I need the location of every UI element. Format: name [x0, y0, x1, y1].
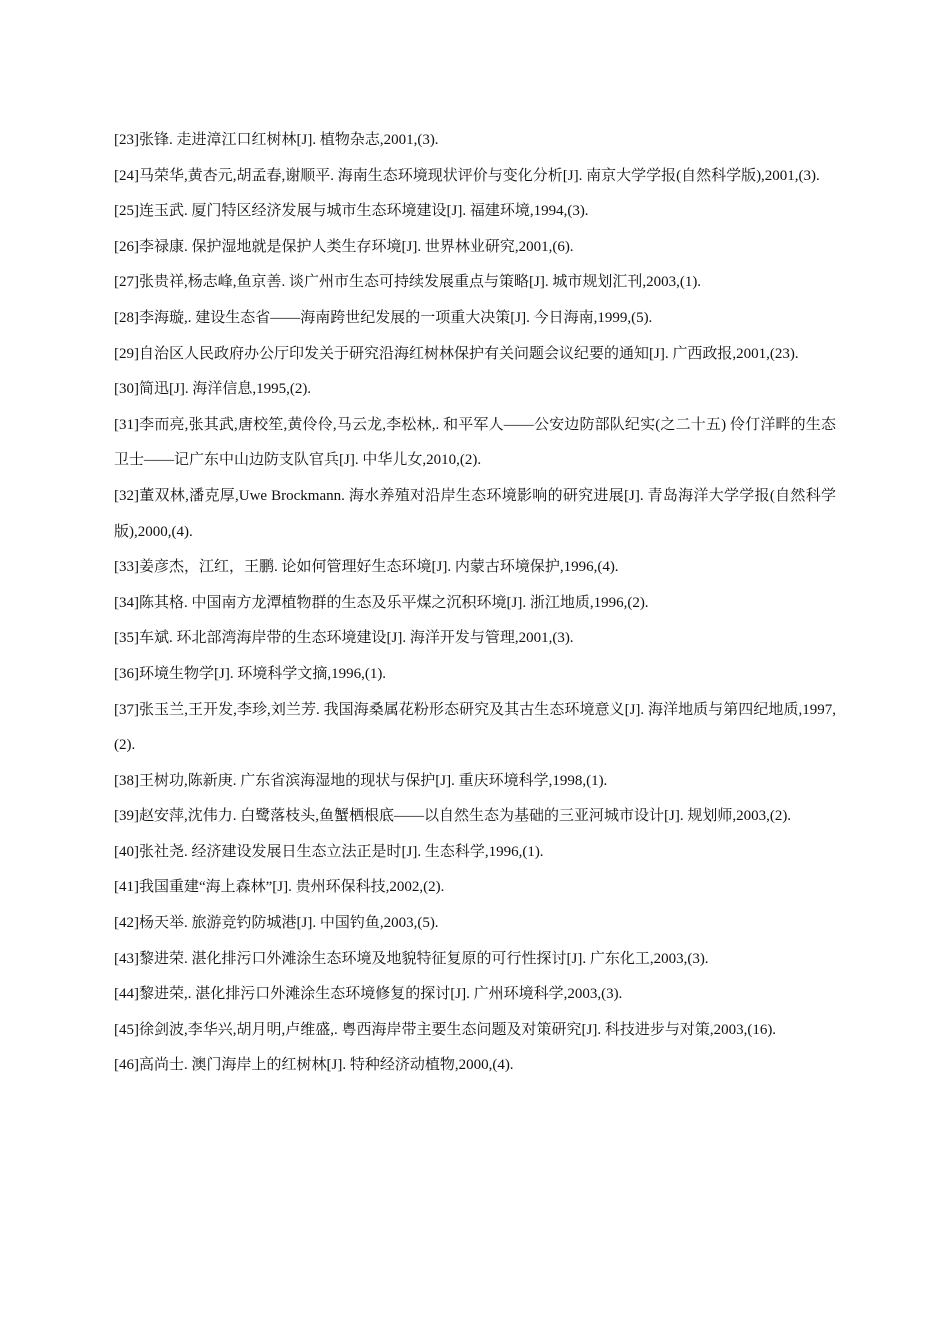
reference-item: [41]我国重建“海上森林”[J]. 贵州环保科技,2002,(2). [114, 879, 445, 896]
reference-item: [25]连玉武. 厦门特区经济发展与城市生态环境建设[J]. 福建环境,1994,(3). [114, 203, 589, 220]
reference-item: [42]杨天举. 旅游竞钓防城港[J]. 中国钓鱼,2003,(5). [114, 915, 439, 932]
reference-item: [29]自治区人民政府办公厅印发关于研究沿海红树林保护有关问题会议纪要的通知[J]. 广西政报,2001,(23). [114, 345, 799, 362]
reference-item: [44]黎进荣,. 湛化排污口外滩涂生态环境修复的探讨[J]. 广州环境科学,2003,(3). [114, 986, 623, 1003]
reference-item: [27]张贵祥,杨志峰,鱼京善. 谈广州市生态可持续发展重点与策略[J]. 城市规划汇刊,2003,(1). [114, 274, 702, 291]
reference-item: [30]简迅[J]. 海洋信息,1995,(2). [114, 381, 312, 398]
reference-item: [36]环境生物学[J]. 环境科学文摘,1996,(1). [114, 665, 387, 682]
reference-item: [34]陈其格. 中国南方龙潭植物群的生态及乐平煤之沉积环境[J]. 浙江地质,1996,(2). [114, 594, 649, 611]
reference-item: [46]高尚士. 澳门海岸上的红树林[J]. 特种经济动植物,2000,(4). [114, 1057, 514, 1074]
reference-item: [28]李海璇,. 建设生态省——海南跨世纪发展的一项重大决策[J]. 今日海南,1999,(5). [114, 309, 653, 326]
reference-item: [37]张玉兰,王开发,李珍,刘兰芳. 我国海桑属花粉形态研究及其古生态环境意义[J]. 海洋地质与第四纪地质,1997,(2). [114, 701, 836, 754]
reference-item: [32]董双林,潘克厚,Uwe Brockmann. 海水养殖对沿岸生态环境影响的研究进展[J]. 青岛海洋大学学报(自然科学版),2000,(4). [114, 487, 836, 540]
reference-item: [40]张社尧. 经济建设发展日生态立法正是时[J]. 生态科学,1996,(1). [114, 843, 544, 860]
reference-item: [45]徐剑波,李华兴,胡月明,卢维盛,. 粤西海岸带主要生态问题及对策研究[J]. 科技进步与对策,2003,(16). [114, 1021, 777, 1038]
reference-item: [24]马荣华,黄杏元,胡孟春,谢顺平. 海南生态环境现状评价与变化分析[J]. 南京大学学报(自然科学版),2001,(3). [114, 167, 820, 184]
reference-item: [43]黎进荣. 湛化排污口外滩涂生态环境及地貌特征复原的可行性探讨[J]. 广东化工,2003,(3). [114, 950, 709, 967]
reference-item: [39]赵安萍,沈伟力. 白鹭落枝头,鱼蟹栖根底——以自然生态为基础的三亚河城市设计[J]. 规划师,2003,(2). [114, 808, 792, 825]
reference-item: [38]王树功,陈新庚. 广东省滨海湿地的现状与保护[J]. 重庆环境科学,1998,(1). [114, 772, 608, 789]
reference-item: [35]车斌. 环北部湾海岸带的生态环境建设[J]. 海洋开发与管理,2001,(3). [114, 630, 574, 647]
reference-item: [23]张锋. 走进漳江口红树林[J]. 植物杂志,2001,(3). [114, 132, 439, 148]
reference-item: [31]李而亮,张其武,唐校笙,黄伶伶,马云龙,李松林,. 和平军人——公安边防部队纪实(之二十五) 伶仃洋畔的生态卫士——记广东中山边防支队官兵[J]. 中华儿女,2010,(2). [114, 416, 836, 469]
reference-item: [26]李禄康. 保护湿地就是保护人类生存环境[J]. 世界林业研究,2001,(6). [114, 238, 574, 255]
reference-item: [33]姜彦杰，江红，王鹏. 论如何管理好生态环境[J]. 内蒙古环境保护,1996,(4). [114, 559, 619, 576]
reference-list [114, 123, 836, 1084]
